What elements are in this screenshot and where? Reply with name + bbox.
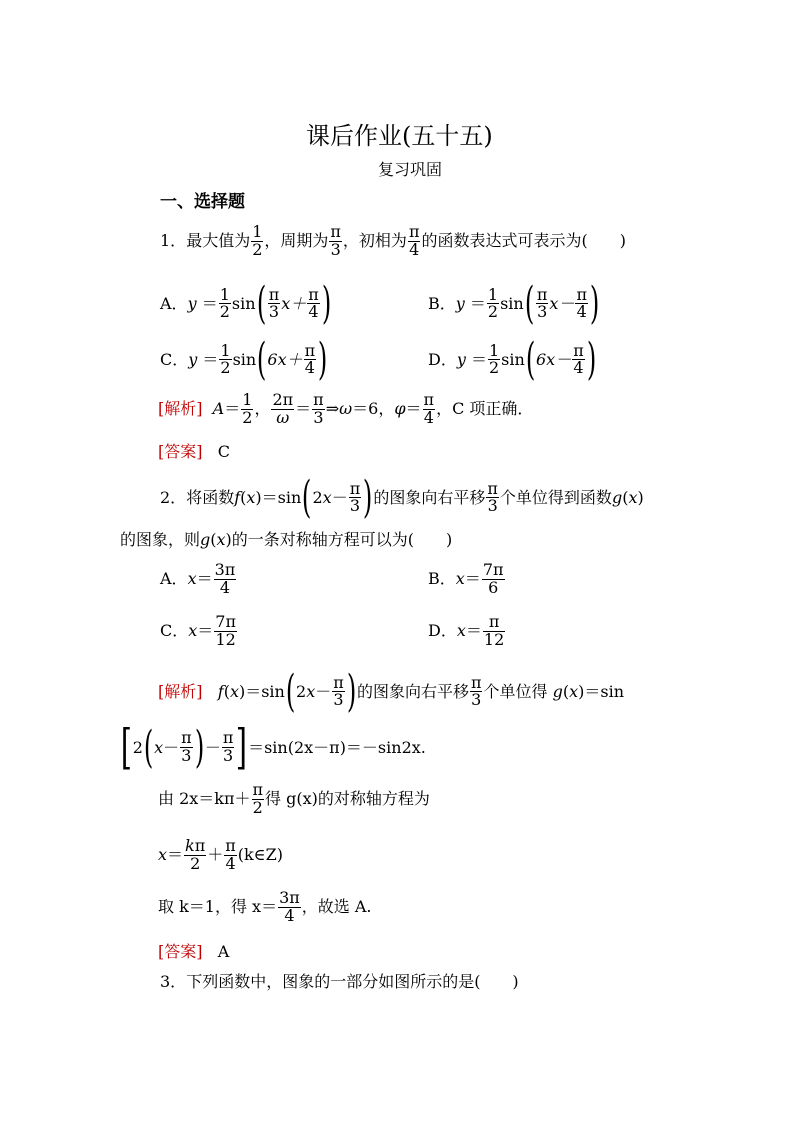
option-phase-den: 4 [304,358,315,378]
q1-option-c[interactable]: C． y ＝ $\frac{1}{2}$ sin ( 6x＋ $\frac{\pi}{4}$ ) [160,334,328,385]
q2-analysis-line3: 由 2x＝kπ＋ $\frac{\pi}{2}$ 得 g(x)的对称轴方程为 [158,780,430,817]
q2-analysis-line2-text: ＝sin(2x－π)＝－sin2x. [248,737,426,757]
option-label: D． [428,621,457,641]
option-label: B． [428,569,456,589]
q2-stem-a: 将函数 [186,487,235,507]
option-num: 3π [214,560,236,579]
q1-answer [158,444,230,460]
q2-option-b[interactable]: B． x ＝ $\frac{7\pi}{6}$ [428,560,504,597]
option-den: 12 [215,629,236,649]
q3-number: 3． [160,972,187,991]
q3-stem-text: 下列函数中，图象的一部分如图所示的是( ) [186,972,519,991]
q2-line2: 的图象，则 [120,530,201,549]
q2-stem-c: 个单位得到函数 [499,487,612,507]
q2-stem: 2． 将函数 f ( x )＝sin ( 2 x － $\frac{\pi}{3}$ ) 的图象向右平移 $\frac{\pi}{3}$ 个单位得到函数 g ( x ) [160,472,644,523]
option-den: 4 [219,577,231,597]
q2-analysis-line5b: ，故选 A. [301,897,372,917]
option-phase-den: 4 [573,358,584,378]
q2-stem-b: 的图象向右平移 [373,487,486,507]
q2-option-c[interactable]: C． x ＝ $\frac{7\pi}{12}$ [160,612,236,649]
q2-option-d[interactable]: D． x ＝ $\frac{\pi}{12}$ [428,612,505,649]
q1-analysis-text: C 项正确． [452,399,534,419]
option-label: C． [160,621,189,641]
q2-number: 2． [160,487,187,507]
q2-analysis-line5a: 取 k＝1，得 x＝ [158,897,278,917]
q2-option-a[interactable]: A． x ＝ $\frac{3\pi}{4}$ [160,560,236,597]
fraction: $\frac{\pi}{3}$ [330,222,341,259]
q1-stem-c: ，初相为 [342,231,407,251]
q2-analysis-a: 的图象向右平移 [356,681,469,701]
option-den: 12 [483,629,505,649]
option-phase-num: π [308,284,319,304]
q2-analysis-line4: x ＝ $\frac{k\pi}{2}$ ＋ $\frac{\pi}{4}$ (k∈Z) [158,836,283,873]
option-coef: 6x＋ [267,349,303,369]
analysis-tag: [解析] [158,681,203,701]
page-subtitle: 复习巩固 [378,160,443,179]
option-phase-num: π [304,340,316,360]
q1-stem-a: 最大值为 [186,231,251,251]
fraction: $\frac{1}{2}$ [252,222,263,259]
section-heading: 一、选择题 [160,192,245,212]
option-coef: 6x－ [535,349,572,369]
option-coef: 3 [268,302,280,322]
q2-answer [158,944,229,960]
option-num: 7π [482,560,504,579]
option-num: π [483,614,505,632]
answer-tag: [答案] [158,442,203,461]
q3-stem [160,974,519,990]
q2-analysis: [解析] f ( x )＝sin ( 2 x － $\frac{\pi}{3}$ ) 的图象向右平移 $\frac{\pi}{3}$ 个单位得 g ( x )＝sin [158,666,625,717]
option-phase-den: 4 [576,302,587,322]
q2-analysis-b: 个单位得 [483,681,548,701]
option-label: D． [428,349,457,369]
answer-value: C [217,442,231,461]
page-title: 课后作业(五十五) [306,122,493,150]
q2-analysis-line3a: 由 2x＝kπ＋ [158,789,251,809]
q2-analysis-line4b: (k∈Z) [237,845,283,865]
option-den: 6 [488,577,499,597]
q1-stem-d: 的函数表达式可表示为( ) [421,231,626,251]
option-num: 7π [215,612,236,631]
q1-number: 1． [160,231,187,251]
q2-analysis-line3b: 得 g(x)的对称轴方程为 [265,789,430,809]
q2-analysis-line5: 取 k＝1，得 x＝ $\frac{3\pi}{4}$ ，故选 A. [158,888,372,925]
option-phase-num: π [576,284,587,304]
q1-analysis: [解析] A ＝ $\frac{1}{2}$ ， $\frac{2\pi}{\omega}$ ＝ $\frac{\pi}{3}$ ⇒ ω ＝6， φ ＝ $\frac{\pi}{4}$ ， C 项正确． [158,390,534,427]
q2-stem-line2: 的图象，则 g ( x ) 的一条对称轴方程可以为( ) [120,530,453,549]
option-label: C． [160,349,189,369]
q1-stem-b: ，周期为 [264,231,329,251]
option-label: A． [160,569,188,589]
q2-line2b: 的一条对称轴方程可以为( ) [231,530,453,549]
q1-stem [160,224,626,259]
option-label: B． [428,293,456,313]
option-phase-num: π [573,340,584,360]
option-op: x＋ [281,293,307,313]
option-label: A． [160,293,188,313]
answer-value: A [217,942,230,961]
q1-option-b[interactable]: B． y ＝ $\frac{1}{2}$ sin ( $\frac{\pi}{3}$ x－ $\frac{\pi}{4}$ ) [428,278,600,329]
option-coef: 3 [537,302,548,322]
analysis-tag: [解析] [158,399,203,419]
answer-tag: [答案] [158,942,203,961]
option-op: x－ [549,293,575,313]
option-phase-den: 4 [308,302,319,322]
q2-analysis-line2: [ 2 ( x － $\frac{\pi}{3}$ ) － $\frac{\pi}{3}$ ] ＝sin(2x－π)＝－sin2x. [120,719,426,775]
q1-option-a[interactable]: A． y ＝ $\frac{1}{2}$ sin ( $\frac{\pi}{3}$ x＋ $\frac{\pi}{4}$ ) [160,278,332,329]
q1-option-d[interactable]: D． y ＝ $\frac{1}{2}$ sin ( 6x－ $\frac{\pi}{4}$ ) [428,334,597,385]
fraction: $\frac{\pi}{4}$ [408,222,420,259]
